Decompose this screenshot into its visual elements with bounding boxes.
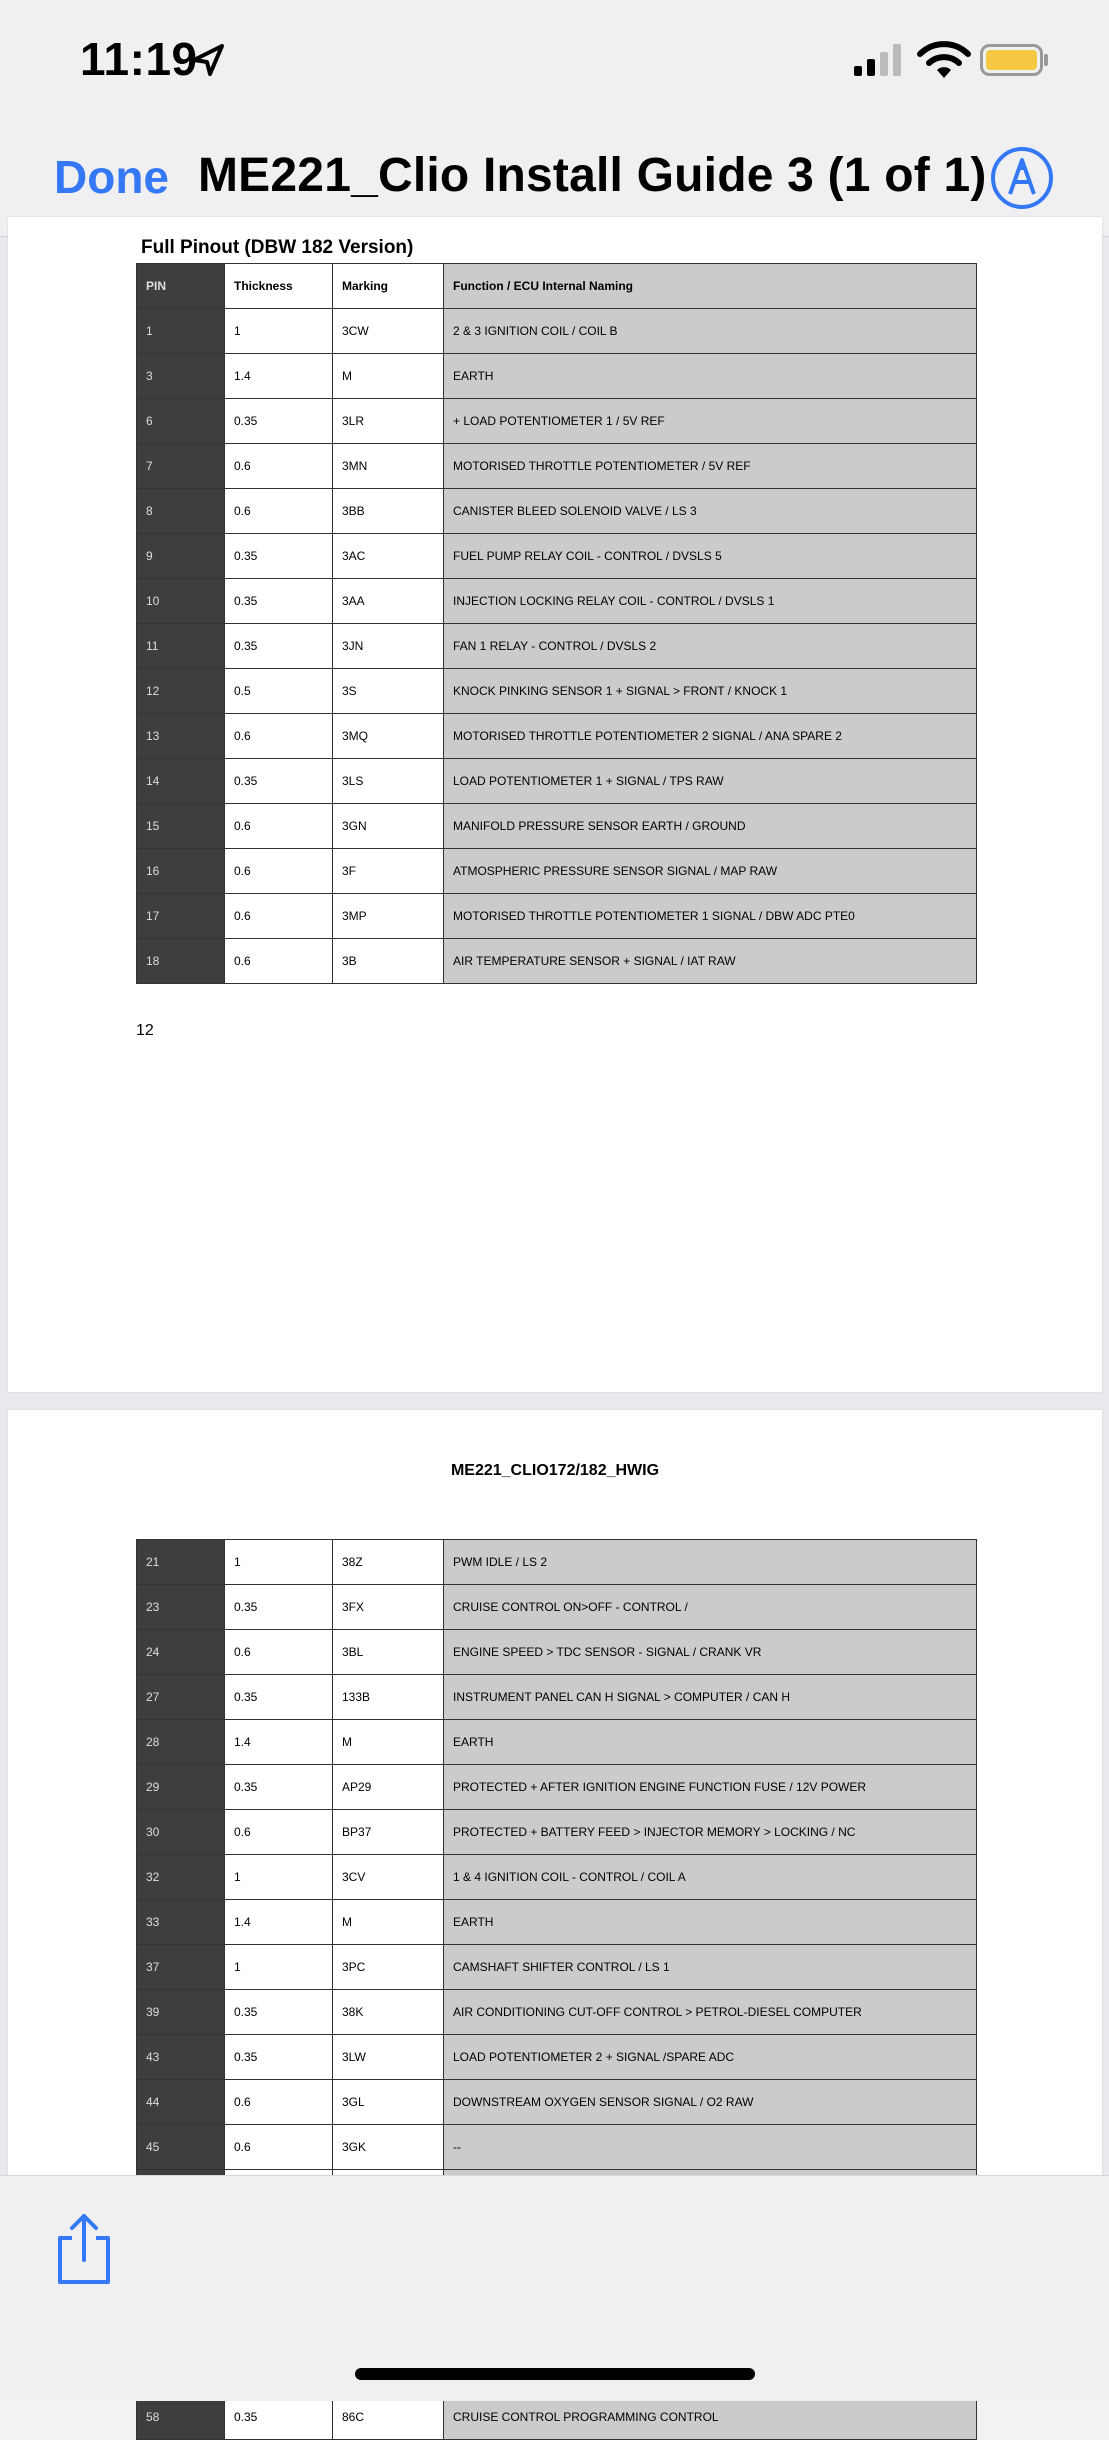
cell-marking: 3BB xyxy=(333,489,444,534)
table-row xyxy=(137,1675,977,1720)
cell-function: -- xyxy=(444,2125,977,2170)
cell-marking: 3GN xyxy=(333,804,444,849)
cell-thickness: 0.6 xyxy=(225,849,333,894)
cell-thickness: 0.35 xyxy=(225,1990,333,2035)
cell-function: INSTRUMENT PANEL CAN H SIGNAL > COMPUTER / CAN H xyxy=(444,1675,977,1720)
table-row xyxy=(137,1630,977,1675)
cell-pin: 6 xyxy=(137,399,225,444)
header-thickness: Thickness xyxy=(225,264,333,309)
table-row xyxy=(137,1945,977,1990)
cell-function: AIR TEMPERATURE SENSOR + SIGNAL / IAT RAW xyxy=(444,939,977,984)
cell-marking: 3LS xyxy=(333,759,444,804)
cell-marking: BP37 xyxy=(333,1810,444,1855)
cell-function: MOTORISED THROTTLE POTENTIOMETER 1 SIGNAL / DBW ADC PTE0 xyxy=(444,894,977,939)
cell-function: CRUISE CONTROL PROGRAMMING CONTROL xyxy=(444,2395,977,2440)
table-row xyxy=(137,849,977,894)
cell-marking: M xyxy=(333,1720,444,1765)
table-row xyxy=(137,1585,977,1630)
cell-thickness: 0.6 xyxy=(225,939,333,984)
cell-function: 1 & 4 IGNITION COIL - CONTROL / COIL A xyxy=(444,1855,977,1900)
cell-function: PWM IDLE / LS 2 xyxy=(444,1540,977,1585)
cell-thickness: 0.6 xyxy=(225,489,333,534)
table-row xyxy=(137,1765,977,1810)
table-row xyxy=(137,1540,977,1585)
status-time: 11:19 xyxy=(80,33,198,85)
home-indicator xyxy=(355,2368,755,2380)
cell-marking: 3MP xyxy=(333,894,444,939)
cell-marking: M xyxy=(333,354,444,399)
done-button[interactable]: Done xyxy=(54,151,169,203)
cell-pin: 27 xyxy=(137,1675,225,1720)
cell-pin: 37 xyxy=(137,1945,225,1990)
cell-marking: 3GL xyxy=(333,2080,444,2125)
table-row xyxy=(137,579,977,624)
cell-thickness: 1 xyxy=(225,1540,333,1585)
cell-thickness: 0.6 xyxy=(225,444,333,489)
header-pin: PIN xyxy=(137,264,225,309)
cell-pin: 33 xyxy=(137,1900,225,1945)
cell-function: PROTECTED + AFTER IGNITION ENGINE FUNCTION FUSE / 12V POWER xyxy=(444,1765,977,1810)
cell-thickness: 0.6 xyxy=(225,804,333,849)
cell-thickness: 0.35 xyxy=(225,2035,333,2080)
cell-pin: 10 xyxy=(137,579,225,624)
header-function: Function / ECU Internal Naming xyxy=(444,264,977,309)
cell-marking: 3LW xyxy=(333,2035,444,2080)
cell-thickness: 0.35 xyxy=(225,759,333,804)
status-bar xyxy=(0,0,1109,120)
cell-pin: 43 xyxy=(137,2035,225,2080)
cell-function: KNOCK PINKING SENSOR 1 + SIGNAL > FRONT / KNOCK 1 xyxy=(444,669,977,714)
cell-function: MOTORISED THROTTLE POTENTIOMETER 2 SIGNAL / ANA SPARE 2 xyxy=(444,714,977,759)
cell-function: LOAD POTENTIOMETER 1 + SIGNAL / TPS RAW xyxy=(444,759,977,804)
table-row xyxy=(137,939,977,984)
cell-thickness: 0.5 xyxy=(225,669,333,714)
cell-function: 2 & 3 IGNITION COIL / COIL B xyxy=(444,309,977,354)
page-number: 12 xyxy=(136,1022,154,1039)
cell-pin: 44 xyxy=(137,2080,225,2125)
cell-pin: 32 xyxy=(137,1855,225,1900)
cell-thickness: 1.4 xyxy=(225,354,333,399)
cell-pin: 30 xyxy=(137,1810,225,1855)
cell-thickness: 1.4 xyxy=(225,1720,333,1765)
section-title: Full Pinout (DBW 182 Version) xyxy=(141,237,414,258)
cell-function: FUEL PUMP RELAY COIL - CONTROL / DVSLS 5 xyxy=(444,534,977,579)
cell-marking: 3JN xyxy=(333,624,444,669)
cell-function: EARTH xyxy=(444,1900,977,1945)
table-row xyxy=(137,444,977,489)
table-row xyxy=(137,759,977,804)
cell-marking: 3LR xyxy=(333,399,444,444)
cell-thickness: 0.35 xyxy=(225,534,333,579)
table-row xyxy=(137,2395,977,2440)
cell-marking: 3PC xyxy=(333,1945,444,1990)
cell-function: DOWNSTREAM OXYGEN SENSOR SIGNAL / O2 RAW xyxy=(444,2080,977,2125)
cell-thickness: 1 xyxy=(225,309,333,354)
cell-marking: 38Z xyxy=(333,1540,444,1585)
cell-pin: 11 xyxy=(137,624,225,669)
cellular-signal-icon xyxy=(854,44,904,76)
cell-thickness: 0.6 xyxy=(225,1630,333,1675)
cell-pin: 13 xyxy=(137,714,225,759)
table-row xyxy=(137,399,977,444)
cell-marking: 3AA xyxy=(333,579,444,624)
table-row xyxy=(137,354,977,399)
cell-thickness: 0.6 xyxy=(225,1810,333,1855)
cell-pin: 3 xyxy=(137,354,225,399)
header-marking: Marking xyxy=(333,264,444,309)
table-row xyxy=(137,714,977,759)
cell-thickness: 1 xyxy=(225,1945,333,1990)
cell-thickness: 0.35 xyxy=(225,579,333,624)
table-row xyxy=(137,1855,977,1900)
cell-marking: 3S xyxy=(333,669,444,714)
cell-marking: M xyxy=(333,1900,444,1945)
cell-thickness: 0.35 xyxy=(225,1765,333,1810)
cell-thickness: 0.6 xyxy=(225,894,333,939)
markup-icon[interactable] xyxy=(990,146,1054,210)
table-row xyxy=(137,1990,977,2035)
cell-pin: 58 xyxy=(137,2395,225,2440)
cell-pin: 28 xyxy=(137,1720,225,1765)
table-row xyxy=(137,804,977,849)
cell-pin: 12 xyxy=(137,669,225,714)
cell-marking: 133B xyxy=(333,1675,444,1720)
bottom-toolbar xyxy=(0,2175,1109,2401)
cell-pin: 8 xyxy=(137,489,225,534)
cell-function: INJECTION LOCKING RELAY COIL - CONTROL / DVSLS 1 xyxy=(444,579,977,624)
pdf-page-12 xyxy=(8,217,1102,1392)
cell-function: LOAD POTENTIOMETER 2 + SIGNAL /SPARE ADC xyxy=(444,2035,977,2080)
table-row xyxy=(137,2035,977,2080)
cell-marking: 3GK xyxy=(333,2125,444,2170)
cell-thickness: 0.6 xyxy=(225,714,333,759)
cell-function: CRUISE CONTROL ON>OFF - CONTROL / xyxy=(444,1585,977,1630)
table-row xyxy=(137,2125,977,2170)
location-arrow-icon xyxy=(188,40,228,80)
cell-function: ATMOSPHERIC PRESSURE SENSOR SIGNAL / MAP RAW xyxy=(444,849,977,894)
cell-marking: 3B xyxy=(333,939,444,984)
table-row xyxy=(137,1900,977,1945)
table-row xyxy=(137,669,977,714)
pdf-viewer[interactable] xyxy=(0,237,1109,2424)
cell-function: EARTH xyxy=(444,1720,977,1765)
cell-pin: 16 xyxy=(137,849,225,894)
cell-function: MOTORISED THROTTLE POTENTIOMETER / 5V REF xyxy=(444,444,977,489)
cell-thickness: 1.4 xyxy=(225,1900,333,1945)
cell-marking: 3MQ xyxy=(333,714,444,759)
cell-pin: 18 xyxy=(137,939,225,984)
battery-icon xyxy=(980,44,1050,76)
cell-marking: 3MN xyxy=(333,444,444,489)
cell-thickness: 0.6 xyxy=(225,2080,333,2125)
cell-thickness: 0.35 xyxy=(225,1675,333,1720)
cell-function: FAN 1 RELAY - CONTROL / DVSLS 2 xyxy=(444,624,977,669)
table-row xyxy=(137,1720,977,1765)
cell-marking: 86C xyxy=(333,2395,444,2440)
document-title: ME221_Clio Install Guide 3 (1 of 1) xyxy=(198,149,987,202)
table-row xyxy=(137,1810,977,1855)
cell-pin: 14 xyxy=(137,759,225,804)
cell-marking: 3FX xyxy=(333,1585,444,1630)
table-row xyxy=(137,894,977,939)
cell-pin: 29 xyxy=(137,1765,225,1810)
cell-marking: 3CW xyxy=(333,309,444,354)
pinout-table-1 xyxy=(136,263,977,984)
table-row xyxy=(137,624,977,669)
cell-function: EARTH xyxy=(444,354,977,399)
cell-pin: 39 xyxy=(137,1990,225,2035)
document-header: ME221_CLIO172/182_HWIG xyxy=(450,1462,660,1479)
cell-pin: 9 xyxy=(137,534,225,579)
cell-marking: AP29 xyxy=(333,1765,444,1810)
table-row xyxy=(137,489,977,534)
cell-function: + LOAD POTENTIOMETER 1 / 5V REF xyxy=(444,399,977,444)
table-row xyxy=(137,534,977,579)
cell-function: MANIFOLD PRESSURE SENSOR EARTH / GROUND xyxy=(444,804,977,849)
table-header-row xyxy=(137,264,977,309)
table-row xyxy=(137,2080,977,2125)
cell-pin: 7 xyxy=(137,444,225,489)
cell-pin: 45 xyxy=(137,2125,225,2170)
cell-marking: 38K xyxy=(333,1990,444,2035)
cell-function: CANISTER BLEED SOLENOID VALVE / LS 3 xyxy=(444,489,977,534)
cell-pin: 23 xyxy=(137,1585,225,1630)
cell-pin: 24 xyxy=(137,1630,225,1675)
cell-function: AIR CONDITIONING CUT-OFF CONTROL > PETROL-DIESEL COMPUTER xyxy=(444,1990,977,2035)
cell-marking: 3CV xyxy=(333,1855,444,1900)
cell-function: ENGINE SPEED > TDC SENSOR - SIGNAL / CRANK VR xyxy=(444,1630,977,1675)
cell-pin: 1 xyxy=(137,309,225,354)
cell-pin: 15 xyxy=(137,804,225,849)
cell-pin: 17 xyxy=(137,894,225,939)
cell-thickness: 0.35 xyxy=(225,1585,333,1630)
cell-thickness: 0.35 xyxy=(225,2395,333,2440)
cell-thickness: 0.35 xyxy=(225,399,333,444)
cell-thickness: 1 xyxy=(225,1855,333,1900)
table-row xyxy=(137,309,977,354)
cell-marking: 3BL xyxy=(333,1630,444,1675)
share-icon[interactable] xyxy=(54,2212,114,2286)
cell-marking: 3F xyxy=(333,849,444,894)
cell-thickness: 0.6 xyxy=(225,2125,333,2170)
wifi-icon xyxy=(918,40,970,80)
cell-pin: 21 xyxy=(137,1540,225,1585)
cell-function: CAMSHAFT SHIFTER CONTROL / LS 1 xyxy=(444,1945,977,1990)
pinout-table-1-body xyxy=(137,309,977,984)
cell-function: PROTECTED + BATTERY FEED > INJECTOR MEMORY > LOCKING / NC xyxy=(444,1810,977,1855)
cell-marking: 3AC xyxy=(333,534,444,579)
cell-thickness: 0.35 xyxy=(225,624,333,669)
